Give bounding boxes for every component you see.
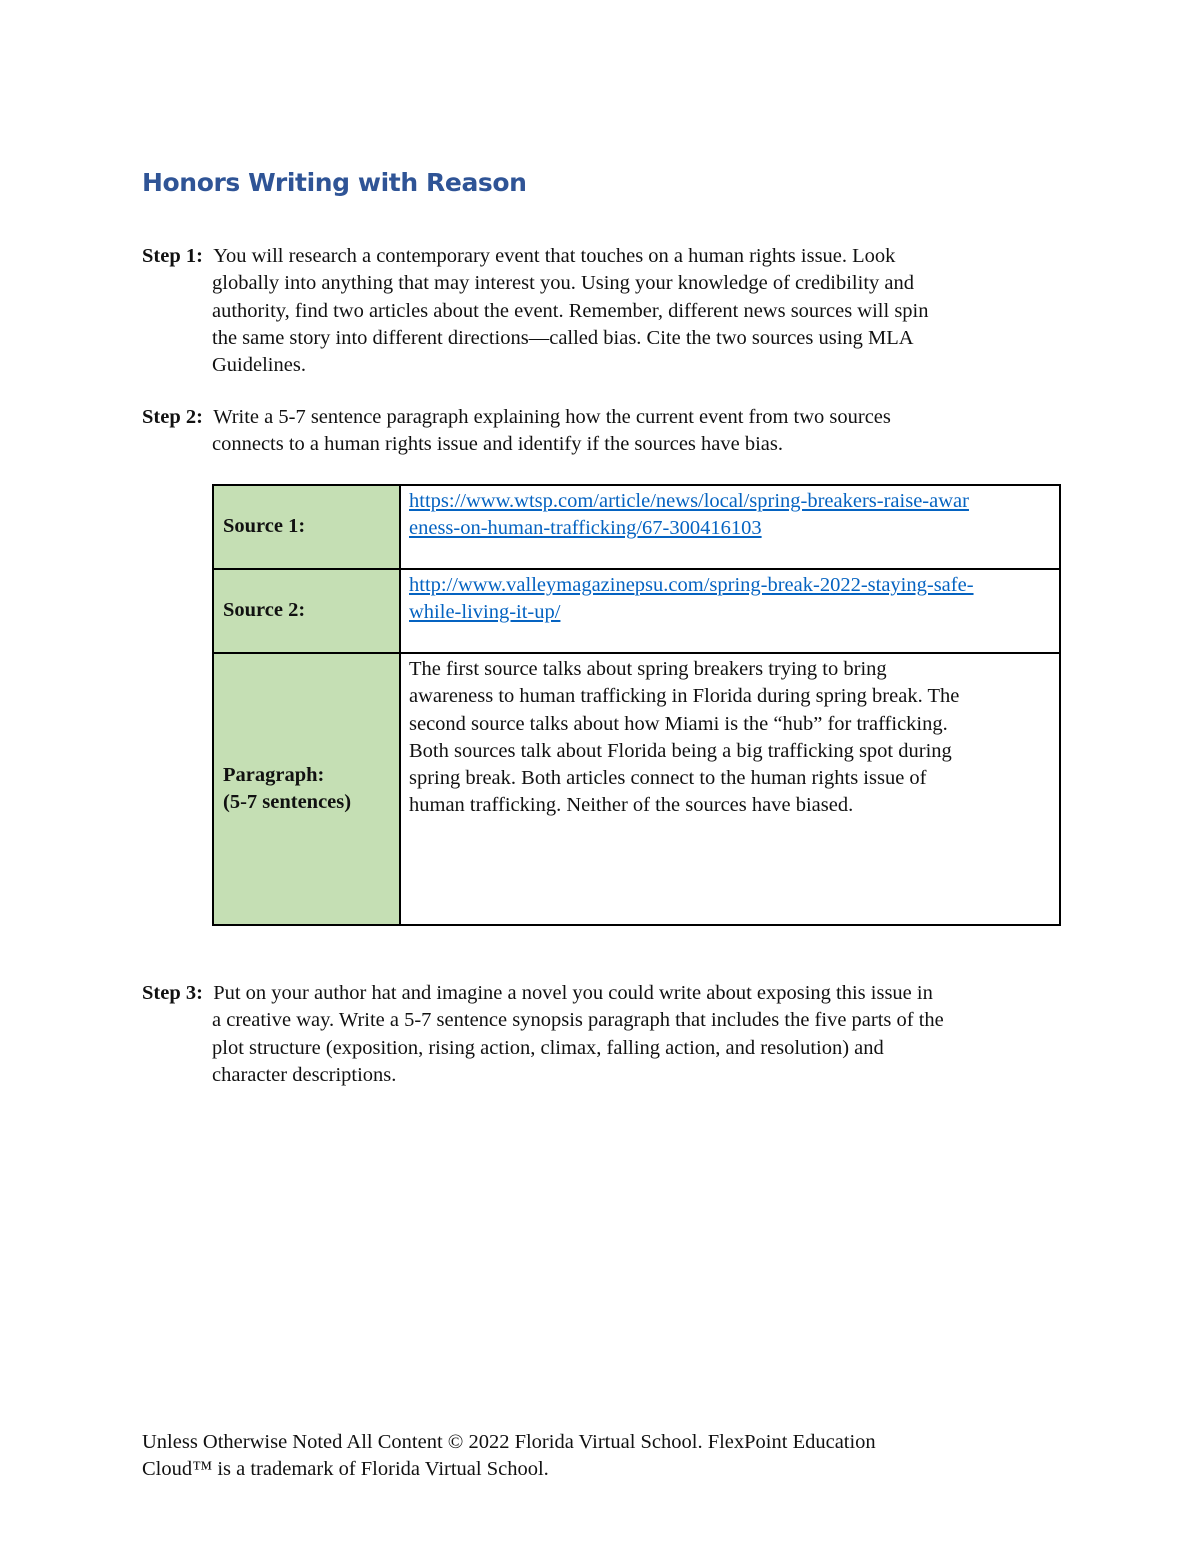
step-1-text-line: the same story into different directions—called bias. Cite the two sources using MLA: [212, 326, 914, 349]
source-1-label: Source 1:: [213, 485, 400, 569]
step-3-label: Step 3:: [142, 982, 203, 1004]
copyright-footer: [142, 1429, 1072, 1484]
step-3-text-line: a creative way. Write a 5-7 sentence synopsis paragraph that includes the five parts of the: [212, 1009, 944, 1032]
step-3-instructions: [142, 980, 1072, 1089]
source-1-link[interactable]: [409, 488, 1051, 543]
step-3-text-line: plot structure (exposition, rising action, climax, falling action, and resolution) and: [212, 1036, 884, 1059]
paragraph-text-line: second source talks about how Miami is the “hub” for trafficking.: [409, 712, 948, 735]
paragraph-label-line: Paragraph:: [223, 763, 325, 786]
source-2-link[interactable]: [409, 572, 1051, 627]
footer-line: Cloud™ is a trademark of Florida Virtual School.: [142, 1458, 549, 1481]
step-3-text-line: Put on your author hat and imagine a novel you could write about exposing this issue in: [213, 982, 933, 1004]
step-1-text-line: globally into anything that may interest you. Using your knowledge of credibility and: [212, 272, 914, 295]
paragraph-text-line: Both sources talk about Florida being a big trafficking spot during: [409, 739, 952, 762]
step-3-text-line: character descriptions.: [212, 1063, 397, 1086]
sources-table: [212, 484, 1061, 926]
source-1-link-line: https://www.wtsp.com/article/news/local/spring-breakers-raise-awar: [409, 490, 969, 512]
step-1-text-line: authority, find two articles about the event. Remember, different news sources will spin: [212, 299, 929, 322]
footer-line: Unless Otherwise Noted All Content © 2022 Florida Virtual School. FlexPoint Education: [142, 1431, 876, 1453]
paragraph-text-line: spring break. Both articles connect to the human rights issue of: [409, 767, 927, 790]
step-2-label: Step 2:: [142, 406, 203, 428]
paragraph-text-line: human trafficking. Neither of the sources have biased.: [409, 794, 854, 817]
paragraph-text-line: The first source talks about spring breakers trying to bring: [409, 658, 887, 680]
table-row-source-2: [213, 569, 1060, 653]
step-1-first-line: [142, 243, 1072, 270]
source-2-label: Source 2:: [213, 569, 400, 653]
step-1-text-line: You will research a contemporary event that touches on a human rights issue. Look: [213, 245, 896, 267]
step-3-first-line: [142, 980, 1072, 1007]
document-title: Honors Writing with Reason: [142, 168, 527, 197]
step-1-instructions: [142, 243, 1072, 379]
step-1-label: Step 1:: [142, 245, 203, 267]
step-2-instructions: [142, 404, 1072, 459]
paragraph-answer-cell[interactable]: [400, 653, 1060, 925]
source-2-link-line: while-living-it-up/: [409, 601, 561, 624]
paragraph-text-line: awareness to human trafficking in Florida during spring break. The: [409, 685, 960, 708]
step-2-first-line: [142, 404, 1072, 431]
step-2-text-line: connects to a human rights issue and identify if the sources have bias.: [212, 433, 784, 456]
source-1-cell: [400, 485, 1060, 569]
source-2-cell: [400, 569, 1060, 653]
table-row-source-1: [213, 485, 1060, 569]
source-1-link-line: eness-on-human-trafficking/67-300416103: [409, 517, 762, 540]
source-2-link-line: http://www.valleymagazinepsu.com/spring-break-2022-staying-safe-: [409, 574, 974, 596]
step-2-text-line: Write a 5-7 sentence paragraph explaining how the current event from two sources: [213, 406, 891, 428]
step-1-text-line: Guidelines.: [212, 354, 306, 377]
table-row-paragraph: [213, 653, 1060, 925]
paragraph-label: [213, 653, 400, 925]
paragraph-label-line: (5-7 sentences): [223, 791, 352, 813]
